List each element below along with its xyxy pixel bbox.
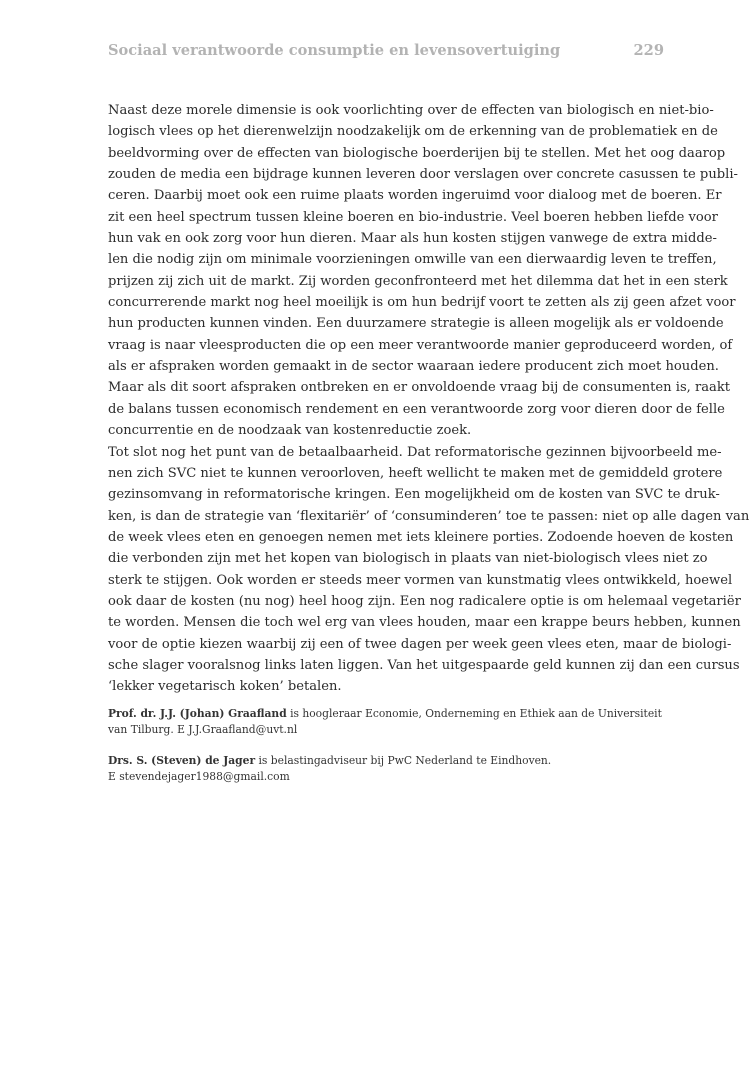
text-line: voor de optie kiezen waarbij zij een of twee dagen per week geen vlees eten, maar de biologi- — [108, 636, 732, 652]
text-line: vraag is naar vleesproducten die op een meer verantwoorde manier geproduceerd worden, of — [108, 337, 733, 353]
running-header — [108, 42, 664, 59]
text-line: concurrentie en de noodzaak van kostenreductie zoek. — [108, 423, 472, 439]
paragraph — [108, 100, 738, 442]
text-line: concurrerende markt nog heel moeilijk is om hun bedrijf voort te zetten als zij geen afzet voor — [108, 295, 736, 311]
text-line: de week vlees eten en genoegen nemen met iets kleinere porties. Zodoende hoeven de kosten — [108, 529, 734, 545]
text-line: ook daar de kosten (nu nog) heel hoog zijn. Een nog radicalere optie is om helemaal vegetariër — [108, 593, 741, 609]
text-line: te worden. Mensen die toch wel erg van vlees houden, maar een krappe beurs hebben, kunnen — [108, 615, 741, 631]
author-description: is belastingadviseur bij PwC Nederland te Eindhoven. — [255, 754, 552, 767]
text-line: gezinsomvang in reformatorische kringen. Een mogelijkheid om de kosten van SVC te druk- — [108, 487, 720, 503]
text-line: ceren. Daarbij moet ook een ruime plaats worden ingeruimd voor dialoog met de boeren. Er — [108, 188, 722, 204]
text-line: de balans tussen economisch rendement en een verantwoorde zorg voor dieren door de felle — [108, 401, 725, 417]
text-line: prijzen zij zich uit de markt. Zij worden geconfronteerd met het dilemma dat het in een sterk — [108, 273, 728, 289]
text-line: Naast deze morele dimensie is ook voorlichting over de effecten van biologisch en niet-bio- — [108, 103, 714, 118]
text-line: ken, is dan de strategie van ‘flexitariër’ of ‘consuminderen’ toe te passen: niet op alle dagen van — [108, 508, 749, 524]
text-line: sche slager vooralsnog links laten liggen. Van het uitgespaarde geld kunnen zij dan een cursus — [108, 657, 740, 673]
text-line: len die nodig zijn om minimale voorzieningen omwille van een dierwaardig leven te treffen, — [108, 252, 717, 268]
running-title: Sociaal verantwoorde consumptie en levensovertuiging — [108, 42, 561, 59]
author-bio-de-jager — [108, 753, 668, 785]
text-line: nen zich SVC niet te kunnen veroorloven, heeft wellicht te maken met de gemiddeld grotere — [108, 465, 723, 481]
author-bio-graafland — [108, 706, 668, 738]
text-line: die verbonden zijn met het kopen van biologisch in plaats van niet-biologisch vlees niet zo — [108, 551, 708, 567]
text-line: hun producten kunnen vinden. Een duurzamere strategie is alleen mogelijk als er voldoende — [108, 316, 724, 332]
text-line: hun vak en ook zorg voor hun dieren. Maar als hun kosten stijgen vanwege de extra midde- — [108, 231, 717, 247]
text-line: sterk te stijgen. Ook worden er steeds meer vormen van kunstmatig vlees ontwikkeld, hoewel — [108, 572, 733, 588]
text-line: Tot slot nog het punt van de betaalbaarheid. Dat reformatorische gezinnen bijvoorbeeld me- — [108, 444, 722, 460]
text-line: Maar als dit soort afspraken ontbreken en er onvoldoende vraag bij de consumenten is, raakt — [108, 380, 731, 396]
author-contact: E stevendejager1988@gmail.com — [108, 770, 290, 783]
author-description: is hoogleraar Economie, Onderneming en Ethiek aan de Universiteit — [286, 707, 662, 720]
text-line: ‘lekker vegetarisch koken’ betalen. — [108, 679, 342, 695]
text-line: zouden de media een bijdrage kunnen leveren door verslagen over concrete casussen te publi- — [108, 167, 738, 183]
author-name: Drs. S. (Steven) de Jager — [108, 754, 256, 767]
text-line: logisch vlees op het dierenwelzijn noodzakelijk om de erkenning van de problematiek en de — [108, 124, 718, 140]
text-line: zit een heel spectrum tussen kleine boeren en bio-industrie. Veel boeren hebben liefde voor — [108, 209, 718, 225]
author-contact: van Tilburg. E J.J.Graafland@uvt.nl — [108, 723, 298, 736]
paragraph — [108, 442, 749, 698]
page-number: 229 — [633, 42, 664, 59]
author-name: Prof. dr. J.J. (Johan) Graafland — [108, 707, 287, 720]
text-line: beeldvorming over de effecten van biologische boerderijen bij te stellen. Met het oog daarop — [108, 145, 726, 161]
article-body — [108, 100, 749, 698]
text-line: als er afspraken worden gemaakt in de sector waaraan iedere producent zich moet houden. — [108, 359, 719, 375]
